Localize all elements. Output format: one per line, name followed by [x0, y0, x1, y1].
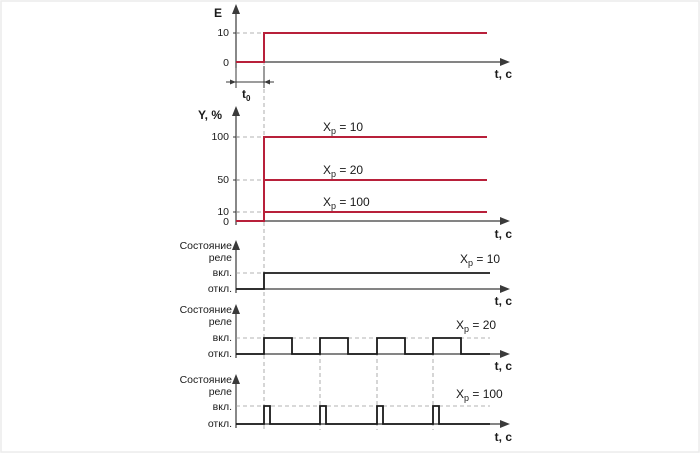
- time-guides: [264, 33, 433, 430]
- relay3-xp-label: $X_p = 100$: [456, 387, 503, 403]
- relay1-xp-label: $X_p = 10$: [460, 252, 501, 268]
- relay3-state-label-1: Состояние: [179, 374, 232, 386]
- output-y-label: Y, %: [197, 108, 222, 122]
- relay3-signal: [236, 406, 490, 424]
- relay3-x-label: t, с: [494, 430, 512, 444]
- relay1-signal: [236, 273, 490, 289]
- output-tick-50: 50: [217, 174, 229, 186]
- input-y-label: E: [213, 6, 222, 20]
- relay2-signal: [236, 338, 490, 354]
- input-y-arrow: [232, 4, 240, 14]
- relay2-state-label-1: Состояние: [179, 304, 232, 316]
- relay-panel-xp10: [180, 240, 513, 308]
- relay3-state-label-2: реле: [208, 386, 232, 398]
- relay3-off-label: откл.: [207, 418, 232, 430]
- relay1-state-label-1: Состояние: [179, 240, 232, 252]
- input-tick-0: 0: [223, 57, 229, 69]
- output-label-xp10: $X_p = 10$: [323, 120, 364, 136]
- relay2-state-label-2: реле: [208, 316, 232, 328]
- input-tick-10: 10: [217, 27, 229, 39]
- relay3-on-label: вкл.: [212, 401, 232, 413]
- relay2-on-label: вкл.: [212, 332, 232, 344]
- input-x-arrow: [500, 58, 510, 66]
- relay2-off-label: откл.: [207, 348, 232, 360]
- t0-label: $t_0$: [242, 87, 251, 103]
- relay1-state-label-2: реле: [208, 252, 232, 264]
- relay-panel-xp20: [180, 304, 513, 373]
- output-tick-100: 100: [211, 131, 229, 143]
- output-label-xp100: $X_p = 100$: [323, 195, 370, 211]
- relay2-x-label: t, с: [494, 359, 512, 373]
- output-tick-10: 10: [217, 206, 229, 218]
- relay1-x-label: t, с: [494, 294, 512, 308]
- relay2-xp-label: $X_p = 20$: [456, 318, 497, 334]
- input-x-label: t, с: [494, 67, 512, 81]
- output-panel: [198, 106, 512, 241]
- relay1-off-label: откл.: [207, 283, 232, 295]
- relay-panel-xp100: [180, 374, 513, 444]
- relay1-on-label: вкл.: [212, 267, 232, 279]
- image-frame: [1, 1, 699, 452]
- output-label-xp20: $X_p = 20$: [323, 163, 364, 179]
- input-panel: [214, 4, 512, 103]
- input-step-signal: [236, 33, 487, 62]
- output-tick-0: 0: [223, 216, 229, 228]
- output-x-label: t, с: [494, 227, 512, 241]
